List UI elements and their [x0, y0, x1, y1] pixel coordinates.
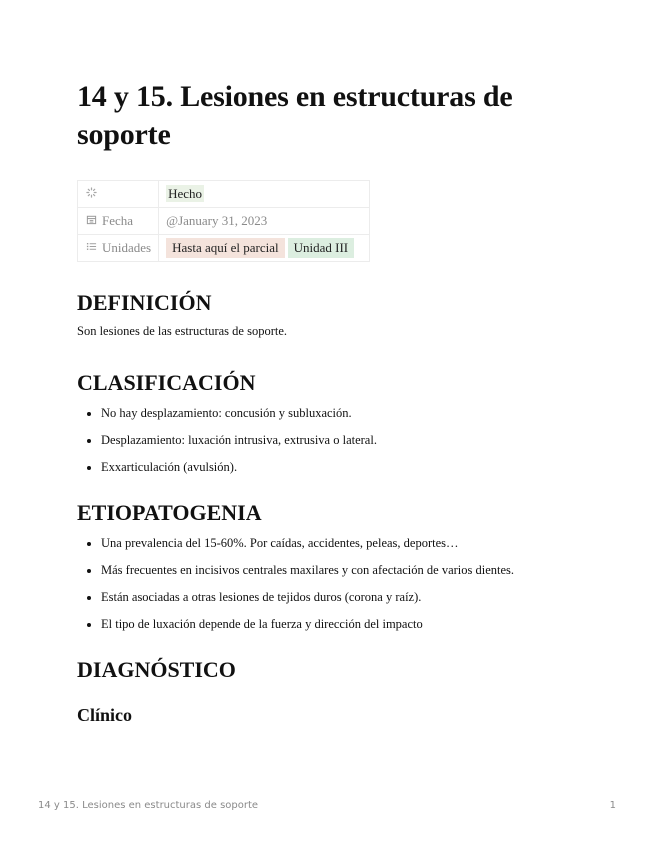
list-item: • Están asociadas a otras lesiones de tejidos duros (corona y raíz).	[101, 588, 577, 606]
property-name-fecha	[78, 208, 159, 235]
page-content	[77, 78, 577, 727]
property-row-status	[78, 181, 370, 208]
status-value: Hecho	[168, 186, 203, 201]
calendar-icon	[85, 214, 97, 228]
tag-hasta-aqui-el-parcial[interactable]: Hasta aquí el parcial	[166, 238, 284, 258]
list-item: • Una prevalencia del 15-60%. Por caídas, accidentes, peleas, deportes…	[101, 534, 577, 552]
property-value-unidades[interactable]	[159, 235, 370, 262]
property-row-unidades	[78, 235, 370, 262]
date-value: @January 31, 2023	[166, 213, 268, 228]
property-value-fecha[interactable]	[159, 208, 370, 235]
property-row-fecha	[78, 208, 370, 235]
list-item: • El tipo de luxación depende de la fuerza y dirección del impacto	[101, 615, 577, 633]
tag-unidad-iii[interactable]: Unidad III	[288, 238, 355, 258]
properties-table	[77, 180, 370, 262]
property-label-unidades: Unidades	[102, 240, 152, 255]
definicion-text: Son lesiones de las estructuras de soporte.	[77, 324, 288, 338]
property-name-status	[78, 181, 159, 208]
list-item: • Más frecuentes en incisivos centrales maxilares y con afectación de varios dientes.	[101, 561, 577, 579]
list-item: • Desplazamiento: luxación intrusiva, extrusiva o lateral.	[101, 431, 577, 449]
footer-page-number: 1	[609, 800, 616, 811]
list-item: • Exxarticulación (avulsión).	[101, 458, 577, 476]
property-name-unidades	[78, 235, 159, 262]
subheading-clinico: Clínico	[77, 705, 133, 725]
heading-diagnostico: DIAGNÓSTICO	[77, 657, 236, 682]
clasificacion-list	[77, 404, 577, 476]
list-item: • No hay desplazamiento: concusión y subluxación.	[101, 404, 577, 422]
heading-definicion: DEFINICIÓN	[77, 290, 212, 315]
property-label-fecha: Fecha	[102, 213, 134, 228]
etiopatogenia-list	[77, 534, 577, 633]
footer-title: 14 y 15. Lesiones en estructuras de soporte	[38, 800, 259, 811]
heading-etiopatogenia: ETIOPATOGENIA	[77, 500, 262, 525]
property-value-status[interactable]	[159, 181, 370, 208]
heading-clasificacion: CLASIFICACIÓN	[77, 370, 256, 395]
page-title: 14 y 15. Lesiones en estructuras de soporte	[77, 80, 513, 151]
loader-icon	[85, 187, 97, 201]
list-icon	[85, 241, 97, 255]
